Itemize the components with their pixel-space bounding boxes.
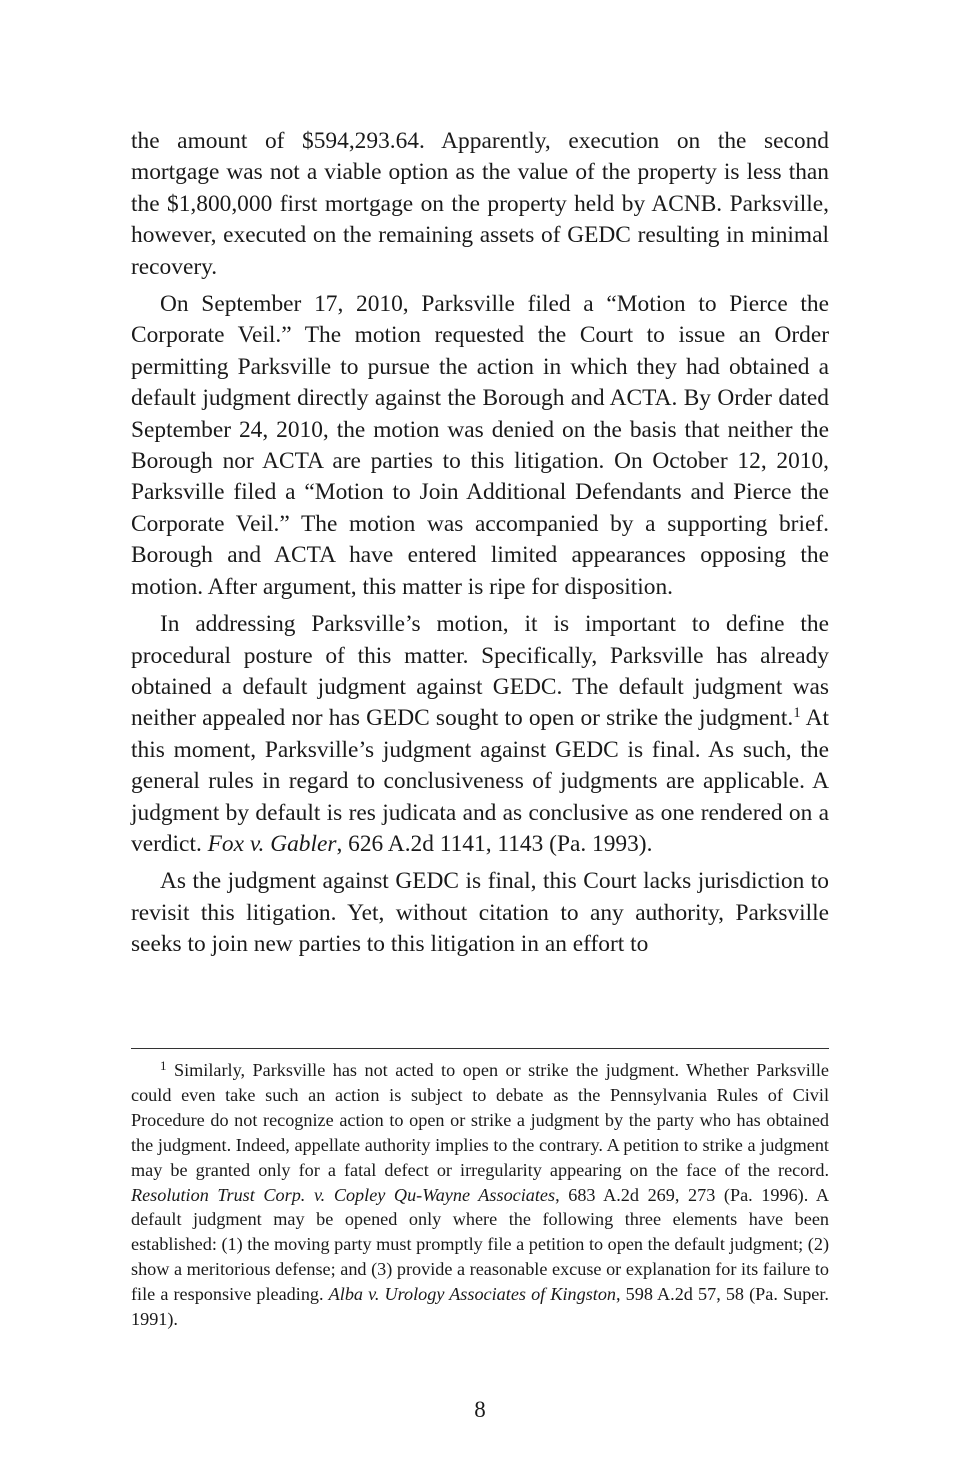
footnote-reference[interactable]: 1 [793,705,801,722]
case-name-fox-v-gabler: Fox v. Gabler [207,830,337,857]
footnote-text-1: Similarly, Parksville has not acted to open or strike the judgment. Whether Parksville could even take such an action is subject to debate as the Pennsylvania Rules of Civil Procedure do not recognize action to open or strike a judgment by the party who has obtained the judgment. Indeed, appellate authority implies to the contrary. A petition to strike a judgment may be granted only for a fatal defect or irregularity appearing on the face of the record. [131,1060,829,1180]
paragraph-1: the amount of $594,293.64. Apparently, execution on the second mortgage was not a viable option as the value of the property is less than the $1,800,000 first mortgage on the property held by ACNB. Parksville, however, executed on the remaining assets of GEDC resulting in minimal recovery. [131,128,829,280]
paragraph-3-text-2: At this moment, Parksville’s judgment against GEDC is final. As such, the general rules in regard to conclusiveness of judgments are applicable. A judgment by default is res judicata and as conclusive as one rendered on a verdict. [131,705,830,857]
paragraph-3-text-1: In addressing Parksville’s motion, it is important to define the procedural posture of this matter. Specifically, Parksville has already obtained a default judgment against GEDC. The default judgment was neither appealed nor has GEDC sought to open or strike the judgment. [131,611,829,732]
footnote-1 [131,1058,829,1332]
footnotes-section [131,1058,829,1332]
paragraph-2: On September 17, 2010, Parksville filed a “Motion to Pierce the Corporate Veil.” The motion requested the Court to issue an Order permitting Parksville to pursue the action in which they had obtained a default judgment directly against the Borough and ACTA. By Order dated September 24, 2010, the motion was denied on the basis that neither the Borough nor ACTA are parties to this litigation. On October 12, 2010, Parksville filed a “Motion to Join Additional Defendants and Pierce the Corporate Veil.” The motion was accompanied by a supporting brief. Borough and ACTA have entered limited appearances opposing the motion. After argument, this matter is ripe for disposition. [131,291,829,600]
page-number: 8 [474,1397,486,1422]
document-body [131,126,829,961]
case-name-resolution-trust: Resolution Trust Corp. v. Copley Qu-Wayne Associates [131,1184,556,1205]
footnote-divider [131,1048,829,1049]
paragraph-4: As the judgment against GEDC is final, this Court lacks jurisdiction to revisit this litigation. Yet, without citation to any authority, Parksville seeks to join new parties to this litigation in an effort to [131,868,829,958]
footnote-text-2: , 683 A.2d 269, 273 (Pa. 1996). A default judgment may be opened only where the following three elements have been established: (1) the moving party must promptly file a petition to open the default judgment; (2) show a meritorious defense; and (3) provide a reasonable excuse or explanation for its failure to file a responsive pleading. [131,1184,829,1305]
case-name-alba: Alba v. Urology Associates of Kingston [328,1284,617,1305]
paragraph-3 [131,609,829,860]
footnote-text-3: , 598 A.2d 57, 58 (Pa. Super. 1991). [131,1284,829,1330]
paragraph-3-citation: , 626 A.2d 1141, 1143 (Pa. 1993). [336,830,653,857]
footnote-marker: 1 [160,1058,167,1073]
